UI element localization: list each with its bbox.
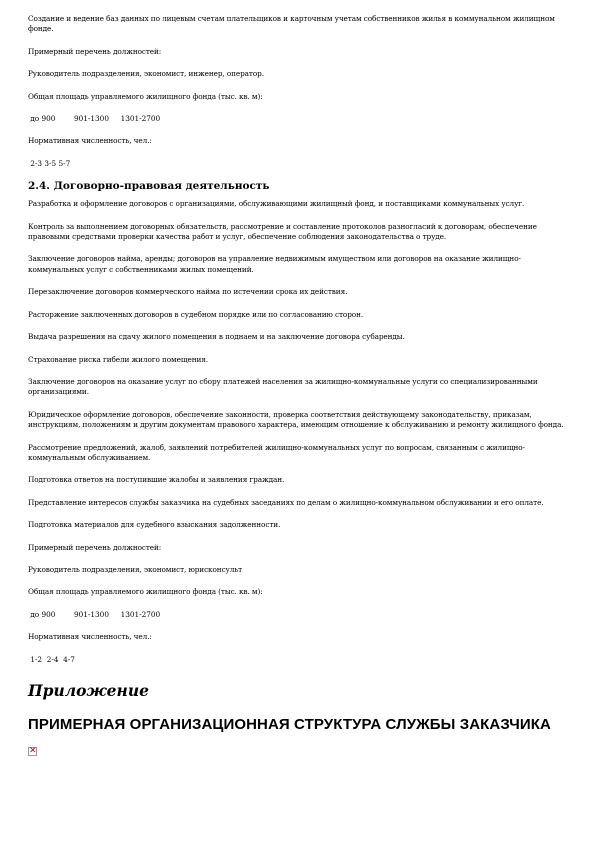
section-item: Страхование риска гибели жилого помещения. (28, 354, 208, 364)
section-item: Разработка и оформление договоров с организациями, обслуживающими жилищный фонд, и поставщиками коммунальных услуг. (28, 199, 525, 209)
section-item: Заключение договоров на оказание услуг по сбору платежей населения за жилищно-коммунальные услуги со специализированными организациями. (28, 376, 538, 397)
area-label: Общая площадь управляемого жилищного фонда (тыс. кв. м): (28, 91, 263, 101)
section-title: 2.4. Договорно-правовая деятельность (28, 180, 270, 193)
document-page (28, 14, 568, 756)
section-item: Заключение договоров найма, аренды; договоров на управление недвижимым имуществом или договоров на оказание жилищно-коммунальных услуг с собственниками жилых помещений. (28, 254, 521, 274)
staff-label: Нормативная численность, чел.: (28, 632, 152, 642)
positions-heading: Примерный перечень должностей: (28, 542, 162, 552)
section-item: Юридическое оформление договоров, обеспечение законности, проверка соответствия действующему законодательству, приказам, инструкциям, положениям и другим документам правового характера, имеющим отношение к обслуживанию и ремонту жилищного фонда. (28, 409, 564, 430)
section-item: Рассмотрение предложений, жалоб, заявлений потребителей жилищно-коммунальных услуг по вопросам, связанным с жилищно-коммунальным обслуживанием. (28, 442, 525, 462)
positions-heading: Примерный перечень должностей: (28, 46, 162, 56)
staff-values: 2-3 3-5 5-7 (28, 158, 71, 168)
section-item: Контроль за выполнением договорных обязательств, рассмотрение и составление протоколов разногласий к договорам, обеспечение правовыми средствами проверки качества работ и услуг, обеспечение соблюдения законодательства о труде. (28, 221, 537, 242)
area-label: Общая площадь управляемого жилищного фонда (тыс. кв. м): (28, 587, 263, 597)
section-item: Выдача разрешения на сдачу жилого помещения в поднаем и на заключение договора субаренды. (28, 332, 405, 342)
section-item: Подготовка ответов на поступившие жалобы и заявления граждан. (28, 475, 285, 485)
paragraph-database: Создание и ведение баз данных по лицевым счетам плательщиков и карточным учетам собственников жилья в коммунальном жилищном фонде. (28, 14, 555, 34)
section-item: Перезаключение договоров коммерческого найма по истечении срока их действия. (28, 287, 348, 297)
section-item: Подготовка материалов для судебного взыскания задолженности. (28, 520, 281, 530)
section-item: Расторжение заключенных договоров в судебном порядке или по согласованию сторон. (28, 309, 364, 319)
staff-values: 1-2 2-4 4-7 (28, 654, 75, 664)
positions-list: Руководитель подразделения, экономист, инженер, оператор. (28, 69, 264, 79)
positions-list: Руководитель подразделения, экономист, юрисконсульт (28, 564, 243, 574)
appendix-label: Приложение (28, 681, 149, 700)
section-item: Представление интересов службы заказчика на судебных заседаниях по делам о жилищно-коммунальном обслуживании и его оплате. (28, 497, 544, 507)
staff-label: Нормативная численность, чел.: (28, 136, 152, 146)
broken-image-icon (28, 747, 37, 756)
broken-image-glyph: ✕ (29, 746, 37, 756)
appendix-title: ПРИМЕРНАЯ ОРГАНИЗАЦИОННАЯ СТРУКТУРА СЛУЖБЫ ЗАКАЗЧИКА (28, 716, 551, 733)
area-ranges: до 900 901-1300 1301-2700 (28, 609, 161, 619)
area-ranges: до 900 901-1300 1301-2700 (28, 114, 161, 124)
